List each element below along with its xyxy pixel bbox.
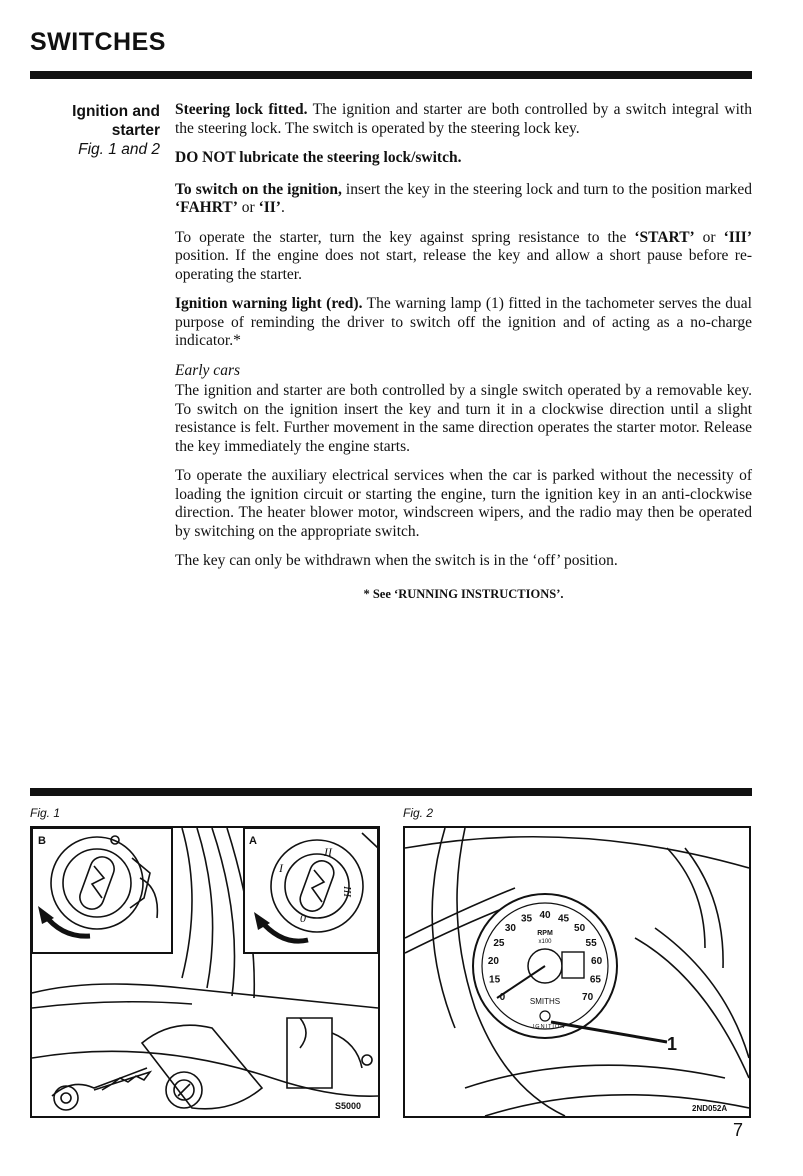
top-divider: [30, 71, 752, 79]
figure1-drawing: [32, 828, 378, 1116]
gauge-dial-number: 45: [557, 913, 570, 925]
paragraph-key-withdraw: The key can only be withdrawn when the switch is in the ‘off’ position.: [175, 552, 618, 569]
paragraph-text: or: [694, 228, 724, 246]
figure2-code: 2ND052A: [692, 1104, 728, 1113]
section-body: [175, 101, 752, 614]
paragraph-text: To operate the starter, turn the key against spring resistance to the: [175, 228, 635, 246]
figure2-label: Fig. 2: [403, 806, 434, 820]
gauge-dial-number: 35: [520, 913, 533, 925]
position-iii: ‘III’: [723, 228, 752, 246]
paragraph-lead: Ignition warning light (red).: [175, 295, 363, 312]
page-number: 7: [733, 1120, 744, 1140]
position-start: ‘START’: [634, 228, 695, 246]
callout-1: 1: [667, 1034, 678, 1054]
section-heading-line2: starter: [111, 122, 160, 139]
section-heading-line1: Ignition and: [72, 103, 160, 120]
gauge-dial-number: 0: [499, 991, 506, 1003]
figure2-illustration: [403, 826, 751, 1118]
paragraph-text: The warning lamp (1) fitted in the tachometer serves the dual purpose of reminding the driver to switch off the ignition and of acting as a no-charge indicator.*: [175, 295, 752, 349]
position-i-marker: I: [279, 861, 283, 875]
gauge-dial-number: 40: [539, 910, 551, 921]
paragraph-auxiliary: To operate the auxiliary electrical services when the car is parked without the necessity of loading the ignition circuit or starting the engine, turn the ignition key in an anti-clockwise direction. The heater blower motor, windscreen wipers, and the radio may then be operated by switching on the appropriate switch.: [175, 467, 752, 540]
subheading-early-cars: Early cars: [175, 361, 241, 379]
paragraph-lead: Steering lock fitted.: [175, 101, 308, 118]
inset-b-label: B: [38, 835, 46, 847]
gauge-dial-number: 20: [487, 956, 499, 967]
position-fahrt: ‘FAHRT’: [175, 199, 238, 216]
figure-divider: [30, 788, 752, 796]
gauge-dial-number: 50: [574, 923, 586, 935]
gauge-dial-number: 70: [582, 991, 594, 1003]
position-ii: ‘II’: [258, 199, 281, 216]
section-figure-ref: Fig. 1 and 2: [78, 141, 160, 158]
gauge-dial-number: 25: [493, 938, 505, 949]
footnote: * See ‘RUNNING INSTRUCTIONS’.: [363, 586, 564, 601]
figure1-code: S5000: [335, 1101, 362, 1111]
inset-a-label: A: [249, 835, 257, 847]
section-sidebar: [30, 102, 160, 159]
gauge-rpm-label: RPM: [537, 930, 553, 937]
paragraph-text: or: [237, 199, 259, 216]
warning-note: DO NOT lubricate the steering lock/switch.: [175, 149, 462, 166]
position-0-marker: 0: [300, 911, 306, 925]
paragraph-ignition-on: [175, 181, 752, 218]
gauge-dial-number: 55: [585, 938, 597, 949]
gauge-brand: SMITHS: [529, 997, 561, 1006]
paragraph-warning-light: [175, 295, 752, 351]
gauge-ignition-label: IGNITION: [532, 1024, 566, 1030]
gauge-dial-number: 60: [591, 956, 603, 967]
position-iii-marker: III: [341, 886, 353, 897]
page-title: SWITCHES: [30, 28, 166, 56]
position-ii-marker: II: [324, 845, 332, 859]
paragraph-lead: To switch on the ignition,: [175, 180, 342, 198]
paragraph-text: .: [280, 199, 285, 216]
paragraph-steering-lock: [175, 101, 752, 138]
gauge-dial-number: 30: [504, 923, 516, 935]
gauge-dial-number: 65: [589, 974, 601, 986]
paragraph-text: The ignition and starter are both controlled by a switch integral with the steering lock. The switch is operated by the steering lock key.: [175, 101, 752, 137]
figure2-drawing: [405, 828, 749, 1116]
paragraph-text: insert the key in the steering lock and turn to the position marked: [341, 180, 752, 198]
paragraph-starter: [175, 229, 752, 285]
figure1-label: Fig. 1: [30, 806, 61, 820]
gauge-x100-label: x100: [538, 939, 552, 945]
tachometer: [473, 894, 617, 1038]
paragraph-text: position. If the engine does not start, release the key and allow a short pause before re-operating the starter.: [175, 247, 752, 283]
paragraph-early-cars: The ignition and starter are both controlled by a single switch operated by a removable key. To switch on the ignition insert the key and turn it in a clockwise direction until a slight resistance is felt. Further movement in the same direction operates the starter motor. Release the key immediately the engine starts.: [175, 382, 752, 455]
figure1-illustration: [30, 826, 380, 1118]
gauge-dial-number: 15: [489, 974, 501, 986]
